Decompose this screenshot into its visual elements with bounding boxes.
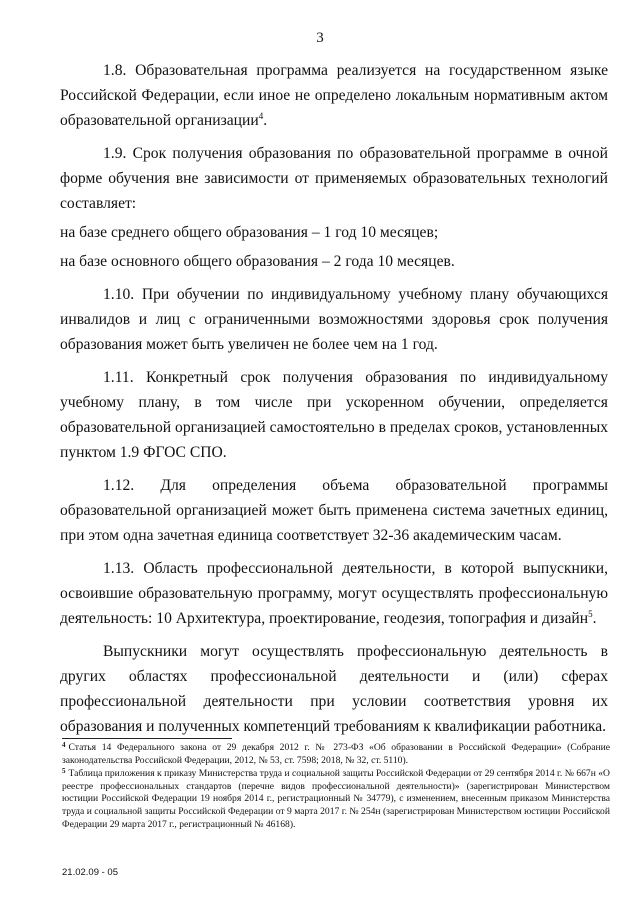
paragraph-graduates: Выпускники могут осуществлять профессиональную деятельность в других областях профессиональной деятельности и (или) сферах профессиональной деятельности при условии соответствия уровня их образования и полученных компетенций требованиям к квалификации работника. — [60, 643, 608, 735]
paragraph-1-10: 1.10. При обучении по индивидуальному учебному плану обучающихся инвалидов и лиц с ограниченными возможностями здоровья срок получения образования может быть увеличен не более чем на 1 год. — [60, 286, 608, 353]
paragraph-1-9-item-basic: на базе основного общего образования – 2 года 10 месяцев. — [60, 253, 455, 270]
paragraph-1-8 — [60, 58, 608, 133]
footnotes-section — [62, 742, 610, 832]
paragraph-1-11: 1.11. Конкретный срок получения образования по индивидуальному учебному плану, в том числе при ускоренном обучении, определяется образовательной организацией самостоятельно в пределах сроков, установленных пунктом 1.9 ФГОС СПО. — [60, 369, 608, 461]
paragraph-1-9-item-secondary: на базе среднего общего образования – 1 год 10 месяцев; — [60, 224, 439, 241]
footnote-5-mark: 5 — [62, 767, 66, 776]
paragraph-1-13-text: 1.13. Область профессиональной деятельности, в которой выпускники, освоившие образовательную программу, могут осуществлять профессиональную деятельность: 10 Архитектура, проектирование, геодезия, топография и дизайн — [60, 560, 608, 627]
paragraph-1-13 — [60, 556, 608, 631]
footnote-5-text: Таблица приложения к приказу Министерства труда и социальной защиты Российской Федерации от 29 сентября 2014 г. № 667н «О реестре профессиональных стандартов (перечне видов профессиональной деятельности)» (зарегистрирован Министерством юстиции Российской Федерации 19 ноября 2014 г., регистрационный № 34779), с изменением, внесенным приказом Министерства труда и социальной защиты Российской Федерации от 9 марта 2017 г. № 254н (зарегистрирован Министерством юстиции Российской Федерации 29 марта 2017 г., регистрационный № 46168). — [62, 768, 610, 830]
paragraph-1-9: 1.9. Срок получения образования по образовательной программе в очной форме обучения вне зависимости от применяемых образовательных технологий составляет: — [60, 145, 608, 212]
footnote-4-text: Статья 14 Федерального закона от 29 декабря 2012 г. № 273-ФЗ «Об образовании в Российской Федерации» (Собрание законодательства Российской Федерации, 2012, № 53, ст. 7598; 2018, № 32, ст. 5110). — [62, 742, 610, 766]
footnote-4-mark: 4 — [62, 741, 66, 749]
paragraph-1-12: 1.12. Для определения объема образовательной программы образовательной организацией может быть применена система зачетных единиц, при этом одна зачетная единица соответствует 32-36 академическим часам. — [60, 477, 608, 544]
footnote-ref-4[interactable]: 4 — [258, 111, 264, 121]
document-code: 21.02.09 - 05 — [62, 867, 118, 878]
page-number: 3 — [316, 30, 324, 46]
footnote-4 — [62, 742, 610, 767]
document-body — [60, 58, 608, 747]
footnote-5 — [62, 768, 610, 831]
paragraph-1-13-end: . — [592, 610, 597, 627]
paragraph-1-8-text: 1.8. Образовательная программа реализуется на государственном языке Российской Федерации, если иное не определено локальным нормативным актом образовательной организации — [60, 62, 608, 129]
footnote-ref-5[interactable]: 5 — [588, 609, 593, 619]
paragraph-1-8-end: . — [263, 112, 268, 129]
footnote-divider — [62, 738, 232, 739]
